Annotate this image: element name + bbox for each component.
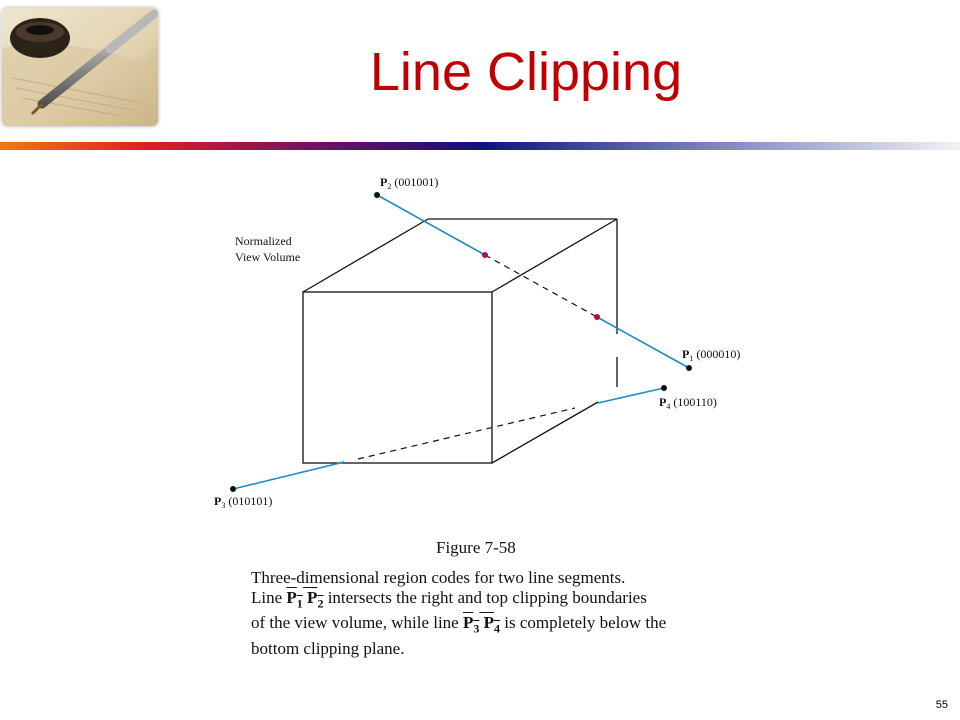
cube-edge xyxy=(492,402,598,463)
caption-line-4: bottom clipping plane. xyxy=(251,638,405,658)
figure-caption xyxy=(251,568,771,659)
intersection-point-right xyxy=(594,314,600,320)
volume-label-line2: View Volume xyxy=(235,250,301,264)
segment-p3-p4-visible xyxy=(233,462,344,489)
intersection-point-top xyxy=(482,252,488,258)
segment-p3-p4-visible xyxy=(598,388,664,403)
endpoint-p1 xyxy=(686,365,692,371)
point-label-p4: $P_4$ (100110) xyxy=(659,395,717,411)
caption-line-1: Three-dimensional region codes for two line segments. xyxy=(251,568,626,587)
point-label-p3: $P_3$ (010101) xyxy=(214,494,273,510)
caption-line-3: of the view volume, while line $P_3$ $P_4$ is completely below the xyxy=(251,613,667,636)
segment-p2-p1-outside xyxy=(597,317,689,368)
segment-p1p2-notation: $P_1$ $P_2$ xyxy=(286,588,324,611)
segment-p2-p1-outside xyxy=(377,195,485,255)
point-label-p2: $P_2$ (001001) xyxy=(380,175,439,191)
volume-label-line1: Normalized xyxy=(235,234,292,248)
endpoint-p3 xyxy=(230,486,236,492)
cube-front-face xyxy=(303,292,492,463)
page-number: 55 xyxy=(935,699,948,711)
endpoint-p4 xyxy=(661,385,667,391)
caption-line-2: Line $P_1$ $P_2$ intersects the right and top clipping boundaries xyxy=(251,588,647,611)
slide-title: Line Clipping xyxy=(369,42,683,102)
endpoint-p2 xyxy=(374,192,380,198)
cube-edge xyxy=(492,219,617,292)
cube-edge xyxy=(303,219,428,292)
segment-p3p4-notation: $P_3$ $P_4$ xyxy=(462,613,501,636)
figure-label: Figure 7-58 xyxy=(436,538,516,557)
point-label-p1: $P_1$ (000010) xyxy=(682,347,741,363)
